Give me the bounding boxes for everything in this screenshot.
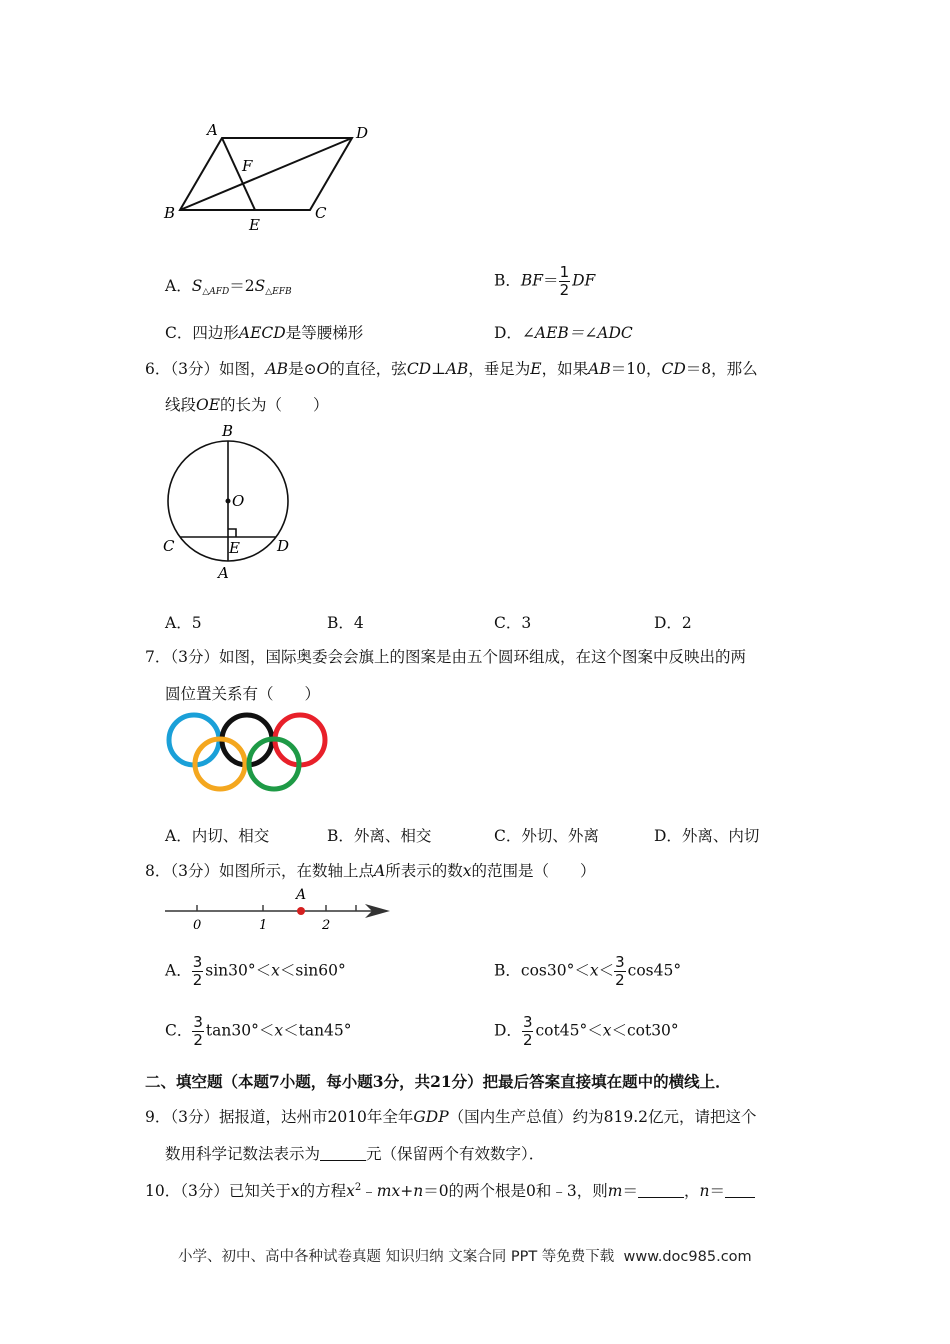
q8-option-a: A． $\frac{3}{2}$ sin30°＜x＜sin60° [165, 953, 346, 989]
label-e: E [229, 539, 240, 557]
q7-option-d: D．外离、内切 [654, 827, 760, 845]
section2-heading: 二、填空题（本题7小题，每小题3分，共21分）把最后答案直接填在题中的横线上． [145, 1072, 731, 1091]
label-o: O [232, 492, 245, 510]
q8-option-c: C． $\frac{3}{2}$ tan30°＜x＜tan45° [165, 1013, 352, 1049]
label-c: C [315, 204, 327, 222]
right-angle-mark [228, 529, 236, 537]
q5-option-d: D．∠AEB＝∠ADC [494, 324, 633, 342]
q5-option-a: A．$S_{\triangle AFD}=2S_{\triangle EFB}$ [165, 277, 292, 297]
q6-option-d: D．2 [654, 614, 692, 632]
q10-stem: 10．（3分）已知关于x的方程$x^2﹣mx+n=0$的两个根是0和﹣3，则m＝ ，n＝ [145, 1179, 755, 1201]
label-c: C [163, 537, 175, 555]
label-f: F [242, 157, 253, 175]
center-point [226, 499, 231, 504]
q8-stem: 8．（3分）如图所示，在数轴上点A所表示的数x的范围是（ ） [145, 862, 596, 880]
circle-figure [155, 420, 305, 585]
number-line-figure [160, 884, 395, 934]
page-footer [178, 1245, 752, 1266]
olympic-rings-figure [162, 708, 332, 794]
parallelogram-figure [160, 120, 380, 235]
tick-label-1: 1 [259, 918, 268, 933]
q6-option-a: A．5 [165, 614, 202, 632]
q10-blank-n[interactable] [725, 1183, 755, 1198]
q5-option-c: C．四边形AECD是等腰梯形 [165, 324, 364, 342]
q9-answer-blank[interactable] [320, 1146, 366, 1161]
label-e: E [249, 216, 260, 234]
segment-bd [180, 138, 352, 210]
label-b: B [222, 422, 234, 440]
q7-option-a: A．内切、相交 [165, 827, 270, 845]
q7-option-c: C．外切、外离 [494, 827, 599, 845]
q7-stem-line2: 圆位置关系有（ ） [165, 685, 321, 703]
label-a: A [218, 564, 229, 582]
q5-option-b: B．BF＝ $\frac{1}{2}$ DF [494, 263, 596, 299]
q6-option-b: B．4 [327, 614, 364, 632]
point-a-label: A [296, 887, 307, 903]
point-a [297, 907, 305, 915]
tick-label-0: 0 [193, 918, 202, 933]
q9-stem-line2: 数用科学记数法表示为 元（保留两个有效数字）． [165, 1145, 545, 1163]
label-d: D [356, 124, 369, 142]
footer-text: 小学、初中、高中各种试卷真题 知识归纳 文案合同 PPT 等免费下载 [178, 1249, 615, 1265]
footer-url[interactable]: www.doc985.com [623, 1249, 752, 1265]
label-d: D [277, 537, 290, 555]
q8-option-d: D． $\frac{3}{2}$ cot45°＜x＜cot30° [494, 1013, 679, 1049]
q6-option-c: C．3 [494, 614, 532, 632]
q9-stem-line1: 9．（3分）据报道，达州市2010年全年GDP（国内生产总值）约为819.2亿元，请把这个 [145, 1108, 757, 1126]
label-a: A [207, 121, 218, 139]
q6-stem-line1: 6．（3分）如图，AB是⊙O的直径，弦CD⊥AB，垂足为E，如果AB＝10，CD＝8，那么 [145, 360, 758, 378]
q8-option-b: B．cos30°＜x＜ $\frac{3}{2}$ cos45° [494, 953, 682, 989]
label-b: B [164, 204, 176, 222]
q10-blank-m[interactable] [638, 1183, 684, 1198]
q7-stem-line1: 7．（3分）如图，国际奥委会会旗上的图案是由五个圆环组成，在这个图案中反映出的两 [145, 648, 746, 666]
tick-label-2: 2 [322, 918, 331, 933]
q6-stem-line2: 线段OE的长为（ ） [165, 396, 329, 414]
q7-option-b: B．外离、相交 [327, 827, 432, 845]
